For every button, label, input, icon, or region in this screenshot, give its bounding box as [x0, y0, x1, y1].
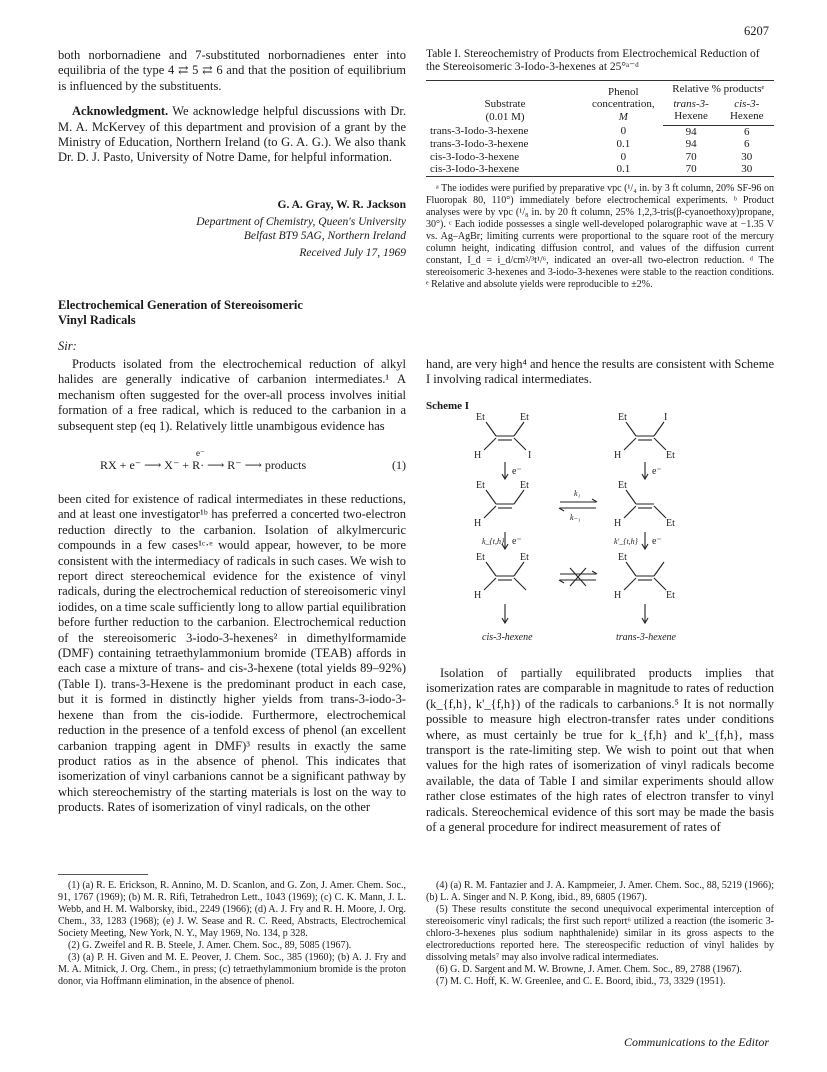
article-title: [58, 298, 406, 328]
reference-2: (2) G. Zweifel and R. B. Steele, J. Amer. Chem. Soc., 89, 5085 (1967).: [68, 940, 352, 951]
article-body-paragraph: been cited for existence of radical intermediates in these reductions, and at least one investigator¹ᵇ has preferred a concerted two-electron reduction directly to the carbanion. Isolation of alkylmercuric compounds in a few cases¹ᶜ·ᵉ would appear, however, to be more consistent with the intermediacy of radicals in such cases. We wish to report direct stereochemical evidence for the existence of vinyl radicals, during the electrochemical reduction of stereoisomeric vinyl iodides, on a time scale sufficiently long to allow partial equilibration before further reduction to the carbanion. Electrochemical reduction of the stereoisomeric 3-iodo-3-hexenes² in dimethylformamide (DMF) containing tetraethylammonium bromide (TEAB) affords in each case a mixture of trans- and cis-3-hexene (total yields 89–92%) (Table I). trans-3-Hexene is the predominant product in each case, but it is formed in distinctly higher yields from trans-3-iodo-3-hexene than from the cis-iodide. Furthermore, electrochemical reduction in the presence of a tenfold excess of phenol (an excellent carbanion trapping agent in DMF)³ results in exactly the same product ratios as in the absence of phenol. This indicates that isomerization of vinyl carbanions cannot be a significant pathway by which stereochemistry of the starting materials is lost on the way to products. Rates of isomerization of vinyl radicals, on the other: [58, 492, 406, 815]
article-para1: [58, 357, 406, 434]
svg-text:Et: Et: [476, 480, 485, 491]
table-caption-text: Table I. Stereochemistry of Products from Electrochemical Reduction of the Stereoisomeric 3-Iodo-3-hexenes at 25°ᵃ⁻ᵈ: [426, 48, 760, 73]
header-phenol: Phenol concentration, M: [584, 81, 663, 126]
table-1-grid: [426, 80, 774, 177]
article-intro-paragraph: Products isolated from the electrochemical reduction of alkyl halides are generally indicative of carbanion intermediates.¹ A mechanism often suggested for the over-all process involves initial formation of a free radical, which is reduced to the carbanion in a subsequent step (eq 1). Relatively little unambigous evidence has: [58, 357, 406, 433]
header-cis: cis-3- Hexene: [720, 96, 775, 126]
svg-text:Et: Et: [520, 480, 529, 491]
journal-section-footer: Communications to the Editor: [624, 1035, 769, 1049]
svg-text:Et: Et: [618, 552, 627, 563]
svg-text:H: H: [474, 590, 482, 601]
acknowledgment-paragraph: [58, 104, 406, 166]
svg-text:Et: Et: [618, 412, 627, 423]
molecule-trans-iodide: [484, 422, 526, 450]
article-para2-block: [58, 492, 406, 816]
equation-text: RX + e⁻ ⟶ X⁻ + R· ⟶ R⁻ ⟶ products: [100, 458, 307, 472]
table-row: trans-3-Iodo-3-hexene 0 94 6: [430, 125, 750, 138]
equation-number: (1): [392, 458, 406, 472]
svg-text:e⁻: e⁻: [652, 536, 662, 547]
reference-5: (5) These results constitute the second unequivocal experimental interception of stereoisomeric vinyl radicals; the first such report⁶ utilized a reaction (the isomeric 3-chloro-3-hexenes plus sodium naphthalenide) similar in its gross aspects to the electroreductions reported here. The stereospecific reduction of vinyl halides by dissolving metals⁷ may also involve radical intermediates.: [426, 904, 774, 963]
carbanion-right: [624, 562, 666, 590]
radical-left: [484, 490, 524, 518]
table-caption: [426, 48, 774, 74]
table-footnote-text: ᵃ The iodides were purified by preparative vpc (¹/₄ in. by 3 ft column, 20% SF-96 on Fluoropak 80, 110°) immediately before electrochemical experiments. ᵇ Product analyses were by vpc (¹/₈ in. by 20 ft column, 25% 1,2,3-tris(β-cyanoethoxy)propane, 30°). ᶜ Each iodide possesses a single well-developed polarographic wave at −1.35 V vs. Ag–AgBr; limiting currents were proportional to the square root of the mercury column height, indicating diffusion control, and values of the diffusion current constant, I_d = i_d/cm²/³t¹/⁶, indicated an over-all two-electron reduction. ᵈ The stereoisomeric 3-hexenes and 3-iodo-3-hexenes were stable to the reaction conditions. ᵉ Relative and absolute yields were reproducible to ±2%.: [426, 183, 774, 290]
svg-text:Et: Et: [520, 552, 529, 563]
footnote-rule-left: [58, 874, 148, 875]
reference-4: (4) (a) R. M. Fantazier and J. A. Kampmeier, J. Amer. Chem. Soc., 88, 5219 (1966); (b) L. A. Singer and N. P. Kong, ibid., 89, 6805 (1967).: [426, 880, 774, 903]
svg-text:e⁻: e⁻: [652, 466, 662, 477]
svg-text:Et: Et: [666, 450, 675, 461]
svg-text:H: H: [614, 518, 622, 529]
table-row: cis-3-Iodo-3-hexene 0.1 70 30: [426, 163, 774, 176]
acknowledgment-text: We acknowledge helpful discussions with Dr. M. A. McKervey of this department and provision of a grant by the Ministry of Education, Northern Ireland (to G. A. G.). We also thank Dr. D. J. Pasto, University of Notre Dame, for helpful information.: [58, 104, 406, 165]
svg-text:e⁻: e⁻: [512, 466, 522, 477]
right-para2: Isolation of partially equilibrated products implies that isomerization rates are comparable in magnitude to rates of reduction (k_{f,h}, k'_{f,h}) of the radicals to carbanions.⁵ It is not normally possible to measure high electron-transfer rates under conditions where, as must certainly be true for k_{f,h} and k'_{f,h}, mass transport is the rate-limiting step. We wish to point out that when values for the high rates of isomerization of vinyl radicals become available, the data of Table I and similar experiments should allow rather close estimates of the high rates of electron transfer to vinyl radicals. Stereochemical evidence of this sort may be made the basis of a general procedure for indirect measurement of rates of: [426, 666, 774, 835]
table-row: cis-3-Iodo-3-hexene 0 70 30: [430, 150, 753, 163]
scheme-1-diagram: [460, 410, 720, 658]
equation-electron: e⁻: [196, 448, 205, 458]
svg-text:Et: Et: [476, 552, 485, 563]
received-date: Received July 17, 1969: [299, 247, 406, 259]
affiliation-line1: Department of Chemistry, Queen's University: [196, 216, 406, 228]
reference-7: (7) M. C. Hoff, K. W. Greenlee, and C. E. Boord, ibid., 73, 3329 (1951).: [436, 976, 726, 987]
svg-text:k'_{t,h}: k'_{t,h}: [614, 537, 638, 546]
carbanion-left: [484, 562, 526, 590]
svg-text:H: H: [474, 518, 482, 529]
svg-text:Et: Et: [618, 480, 627, 491]
reference-6: (6) G. D. Sargent and M. W. Browne, J. Amer. Chem. Soc., 89, 2788 (1967).: [436, 964, 742, 975]
label-et: Et: [476, 412, 485, 423]
product-cis: cis-3-hexene: [482, 632, 533, 643]
closing-paragraph: both norbornadiene and 7-substituted norbornadienes enter into equilibria of the type 4 ⇄ 5 ⇄ 6 and that the position of equilibrium is influenced by the substituents.: [58, 48, 406, 93]
right-para2-block: [426, 666, 774, 835]
svg-text:H: H: [614, 590, 622, 601]
header-trans: trans-3- Hexene: [663, 96, 720, 126]
svg-text:e⁻: e⁻: [512, 536, 522, 547]
svg-text:I: I: [664, 412, 668, 423]
affiliation-line2: Belfast BT9 5AG, Northern Ireland: [243, 230, 406, 242]
references-left: [58, 880, 406, 988]
equation-1: [100, 448, 406, 473]
molecule-cis-iodide: [624, 422, 666, 450]
reference-3: (3) (a) P. H. Given and M. E. Peover, J. Chem. Soc., 385 (1960); (b) A. J. Fry and M. A. Mitnick, J. Org. Chem., in press; (c) tetraethylammonium bromide is the proton donor, via Hoffmann elimination, in the absence of phenol.: [58, 952, 406, 987]
article-title-line2: Vinyl Radicals: [58, 313, 136, 327]
authors: G. A. Gray, W. R. Jackson: [277, 199, 406, 211]
svg-text:H: H: [614, 450, 622, 461]
svg-text:Et: Et: [666, 518, 675, 529]
table-row: trans-3-Iodo-3-hexene 0.1 94 6: [430, 138, 750, 150]
header-relative-products: Relative % productsᵉ: [663, 81, 774, 96]
references-right: [426, 880, 774, 988]
left-top-text: [58, 48, 406, 166]
svg-text:I: I: [528, 450, 532, 461]
table-1: [426, 80, 774, 177]
author-block: [58, 198, 406, 260]
reference-1: (1) (a) R. E. Erickson, R. Annino, M. D. Scanlon, and G. Zon, J. Amer. Chem. Soc., 91, 1767 (1969); (b) M. R. Rifi, Tetrahedron Lett., 1043 (1969); (c) C. K. Mann, J. L. Webb, and H. M. Walborsky, ibid., 2249 (1966); (d) A. J. Fry and R. H. Moore, J. Org. Chem., 33, 1283 (1968); (e) J. W. Sease and R. C. Reed, Abstracts, Electrochemical Society Meeting, New York, N. Y., May 1969, No. 134, p 328.: [58, 880, 406, 939]
svg-text:Et: Et: [666, 590, 675, 601]
svg-text:Et: Et: [520, 412, 529, 423]
svg-text:k₋₁: k₋₁: [570, 513, 581, 522]
table-footnotes: [426, 183, 774, 291]
svg-text:k_{t,h}: k_{t,h}: [482, 537, 505, 546]
acknowledgment-title: Acknowledgment.: [72, 104, 169, 119]
scheme-label: Scheme I: [426, 400, 470, 412]
salutation: Sir:: [58, 339, 77, 353]
page-number: 6207: [744, 24, 769, 38]
article-title-line1: Electrochemical Generation of Stereoisomeric: [58, 298, 303, 312]
header-substrate: Substrate (0.01 M): [426, 81, 584, 126]
right-para1-block: [426, 357, 774, 388]
svg-text:k₁: k₁: [574, 489, 581, 498]
product-trans: trans-3-hexene: [616, 632, 676, 643]
radical-right: [624, 490, 666, 518]
svg-text:H: H: [474, 450, 482, 461]
right-para1: hand, are very high⁴ and hence the results are consistent with Scheme I involving radical intermediates.: [426, 357, 774, 387]
